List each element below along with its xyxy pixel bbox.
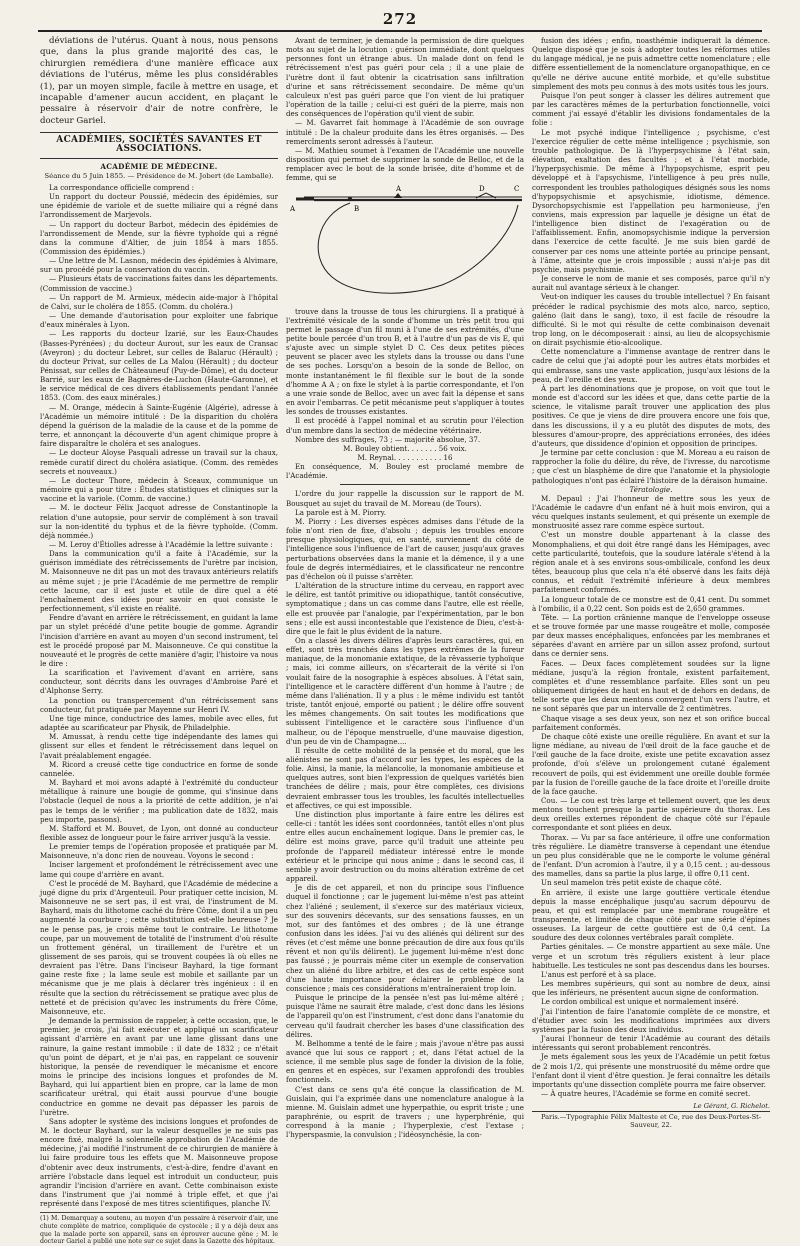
footnote: (1) M. Demarquay a soutenu, au moyen d'un pessaire à réservoir d'air, une chute complète de matrice, compliquée de cystocèle ; il y a déjà deux ans que la malade porte son appareil, sans en éprouver aucune gêne ; M. le docteur Gariel a publié une note sur ce sujet dans la Gazette des hôpitaux. xyxy=(40,1212,278,1245)
paragraph: C'est le procédé de M. Bayhard, que l'Académie de médecine a jugé digne du prix d'Argenteuil. Pour pratiquer cette incision, M. Maisonneuve ne se sert pas, il est vrai, de l'instrument de M. Bayhard, mais du lithotome caché du frère Côme, dont il a un peu augmenté la courbure ; cette substitution est-elle heureuse ? Je ne le pense pas, je crois même tout le contraire. Le lithotome coupe, par un mouvement de totalité de l'instrument d'où résulte un frottement général, un tiraillement de l'urètre et un glissement de ses parois, qui se trouvent coupées là où elles ne devraient pas l'être. Dans l'inciseur Bayhard, la tige formant gaine reste fixe ; la lame seule est mobile et saillante par un mécanisme que je me plais à déclarer très ingénieux : il en résulte que la section du rétrécissement se pratique avec plus de netteté et de précision qu'avec les instruments du frère Côme, Maisonneuve, etc. xyxy=(40,878,278,1016)
paragraph: L'altération de la structure intime du cerveau, en rapport avec le délire, est tantôt primitive ou idiopathique, tantôt consécutive, symptomatique ; dans un cas comme dans l'autre, elle est réelle, elle est prouvée par l'analogie, par l'expérimentation, par le bon sens ; elle est aussi incontestable que l'existence de Dieu, c'est-à-dire que le fait le plus évident de la nature. xyxy=(286,581,524,636)
paragraph: M. Stafford et M. Bouvet, de Lyon, ont donné au conducteur flexible assez de longueur pour le faire arriver jusqu'à la vessie. xyxy=(40,823,278,842)
label-a1: A xyxy=(290,204,296,213)
paragraph: — M. Mathieu soumet à l'examen de l'Académie une nouvelle disposition qui permet de supprimer la sonde de Belloc, et de la remplacer avec le bout de la sonde brisée, dite d'homme et de femme, qui se xyxy=(286,145,524,183)
paragraph: La ponction ou transpercement d'un rétrécissement sans conducteur, fut pratiquée par Mayenne sur Henri IV. xyxy=(40,695,278,714)
paragraph: — M. Orange, médecin à Sainte-Eugénie (Algérie), adresse à l'Académie un mémoire intitulé : De la disparition du choléra dépend la guérison de la maladie de la cause et de la pomme de terre, et annonçant la découverte d'un agent chimique propre à faire disparaître le choléra et ses analogues. xyxy=(40,402,278,449)
printer-line: Paris.—Typographie Félix Malteste et Ce, rue des Deux-Portes-St-Sauveur, 22. xyxy=(532,1111,770,1129)
vote-intro: Nombre des suffrages, 73 ; — majorité absolue, 37. xyxy=(295,434,481,444)
paragraph: — M. Gavarret fait hommage à l'Académie de son ouvrage intitulé : De la chaleur produite dans les êtres organisés. — Des remercîments seront adressés à l'auteur. xyxy=(286,118,524,146)
paragraph: — Plusieurs états de vaccinations faites dans les départements. (Commission de vaccine.) xyxy=(40,274,278,293)
sonde-belloc-illustration xyxy=(286,185,524,305)
vote-row xyxy=(286,453,524,462)
paragraph: Un seul mamelon très petit existe de chaque côté. xyxy=(541,878,722,888)
paragraph: Le premier temps de l'opération proposée et pratiquée par M. Maisonneuve, n'a donc rien de nouveau. Voyons le second : xyxy=(40,842,278,861)
paragraph: M. Depaul : J'ai l'honneur de mettre sous les yeux de l'Académie le cadavre d'un enfant né à huit mois environ, qui a vécu quelques instants seulement, et qui présente un exemple de monstruosité assez rare comme espèce surtout. xyxy=(532,493,770,531)
page-footer xyxy=(532,1102,770,1129)
paragraph: — Un rapport de M. Armieux, médecin aide-major à l'hôpital de Calvi, sur le choléra de 1855. (Comm. du choléra.) xyxy=(40,292,278,311)
paragraph: Je termine par cette conclusion : que M. Moreau a eu raison de rapprocher la folie du délire, du rêve, de l'ivresse, du narcotisme ; que c'est un blasphème de dire que l'anatomie et la physiologie pathologiques n'ont pas éclairé l'histoire de la déraison humaine. xyxy=(532,448,770,485)
paragraph: Je demande la permission de rappeler, à cette occasion, que, le premier, je crois, j'ai fait exécuter et appliqué un scarificateur agissant d'arrière en avant par une lame glissant dans une rainure, la gaine restant immobile : il date de 1832 ; ce n'était qu'un point de départ, et je n'ai pas, en rappelant ce souvenir historique, la pensée de revendiquer le mécanisme et encore moins le principe des incisions longues et profondes de M. Bayhard, qui lui appartient bien en propre, car la lame de mon scarificateur urétral, qui était aussi pourvue d'une bougie conductrice en gomme ne devait pas dépasser les parois de l'urètre. xyxy=(40,1016,278,1117)
label-b: B xyxy=(354,204,360,213)
boule-percee xyxy=(348,196,352,200)
paragraph: — Les rapports du docteur Izarié, sur les Eaux-Chaudes (Basses-Pyrénées) ; du docteur Aurout, sur les eaux de Cransac (Aveyron) ; du docteur Lebret, sur celles de Balaruc (Hérault) ; du docteur Privat, sur celles de La Malou (Hérault) ; du docteur Pénissat, sur celles de Châteauneuf (Puy-de-Dôme), et du docteur Barrié, sur les eaux de Bagnères-de-Luchon (Haute-Garonne), et le service médical de ces divers établissements pendant l'année 1853. (Com. des eaux minérales.) xyxy=(40,329,278,403)
screw-piece xyxy=(394,193,402,198)
vote-row xyxy=(286,444,524,453)
paragraph: Une tige mince, conductrice des lames, mobile avec elles, fut adaptée au scarificateur par Physik, de Philadelphie. xyxy=(40,713,278,733)
paragraph: Une distinction plus importante à faire entre les délires est celle-ci : tantôt les idées sont coordonnées, tantôt elles n'ont plus entre elles aucun enchaînement logique. Dans le premier cas, le délire est moins grave, parce qu'il traduit une atteinte peu profonde de l'appareil médiateur intéressé entre le monde extérieur et le principe qui nous anime ; dans le second cas, il semble y avoir destruction ou du moins altération extrême de cet appareil. xyxy=(286,809,524,884)
paragraph: Fendre d'avant en arrière le rétrécissement, en guidant la lame par un stylet précédé d'une petite bougie de gomme. Agrandir l'incision d'arrière en avant au moyen d'un second instrument, tel est le procédé proposé par M. Maisonneuve. Ce qui constitue la nouveauté et le progrès de cette manière d'agir, l'histoire va nous le dire : xyxy=(40,613,279,668)
paragraph: Parties génitales. — Ce monstre appartient au sexe mâle. Une verge et un scrotum très réguliers existent à leur place habituelle. Les testicules ne sont pas descendus dans les bourses. xyxy=(532,942,770,970)
paragraph: Dans la communication qu'il a faite à l'Académie, sur la guérison immédiate des rétrécissements de l'urètre par incision, M. Maisonneuve ne dit pas un mot des travaux antérieurs relatifs au même sujet ; je prie l'Académie de me permettre de remplir cette lacune, car il est juste et utile de dire quel a été l'enchaînement des idées pour savoir en quoi consiste le perfectionnement, s'il existe en réalité. xyxy=(40,549,278,614)
paragraph: — Le docteur Thore, médecin à Sceaux, communique un mémoire qui a pour titre : Études statistiques et cliniques sur la vaccine et la variole. (Comm. de vaccine.) xyxy=(40,475,278,504)
paragraph: Le mot psyché indique l'intelligence ; psychisme, c'est l'exercice régulier de cette même intelligence ; psychismie, son trouble pathologique. De là l'hyperpsychisme à l'état sain, élévation, exaltation des facultés ; et à l'état morbide, l'hyperpsychismie. De même à l'hypopsychisme, esprit peu développé et à l'apsychisme, l'intelligence à peu près nulle, correspondent les troubles pathologiques désignés sous les noms d'hypopsychismie et apsychismie, idiotisme, démence. Dysorchopsychismie est l'appellation peu harmonieuse, j'en conviens, mais expression par laquelle je désigne un état de l'intelligence bien distinct de l'exagération ou de l'affaiblissement. Enfin, anomopsychismie indique la perversion dans l'exercice de cette faculté. Je me suis bien gardé de conserver par ces noms une atteinte portée au principe pensant, à l'âme, atteinte que je crois impossible ; aussi n'ai-je pas dit psychie, mais psychismie. xyxy=(532,127,770,274)
paragraph: — M. Leroy d'Étiolles adresse à l'Académie la lettre suivante : xyxy=(49,539,273,549)
paragraph: Veut-on indiquer les causes du trouble intellectuel ? En faisant précéder le radical psychismie des mots alco, narco, septico, galéno (lait dans le sang), toxo, il est facile de résoudre la difficulté. Si le mot qui résulte de cette combinaison devenait trop long, on le décomposerait : ainsi, au lieu de alcopsychismie on dirait psychismie étio-alcoolique. xyxy=(532,292,770,348)
paragraph: — À quatre heures, l'Académie se forme en comité secret. xyxy=(541,1088,751,1098)
paragraph: fusion des idées ; enfin, noasthémie indiquerait la démence. Quelque disposé que je sois à adopter toutes les réformes utiles du langage médical, je ne puis admettre cette nomenclature ; elle diffère essentiellement de la nomenclature organopathique, en ce qu'elle ne dérive aucune entité morbide, et qu'elle substitue simplement des mots peu connus à des mots usités tous les jours. xyxy=(532,36,770,91)
paragraph: Sans adopter le système des incisions longues et profondes de M. le docteur Bayhard, sur la valeur desquelles je ne suis pas encore fixé, malgré la solennelle approbation de l'Académie de médecine, j'ai modifié l'instrument de ce chirurgien de manière à lui faire produire tous les effets que M. Maisonneuve propose d'obtenir avec deux instruments, c'est-à-dire, fendre d'avant en arrière l'obstacle dans lequel est introduit un conducteur, puis agrandir l'incision d'arrière en avant. Cette combinaison existe dans l'instrument que j'ai nommé à triple effet, et que j'ai représenté dans l'exposé de mes titres scientifiques, planche IV. xyxy=(40,1116,278,1209)
paragraph: Avant de terminer, je demande la permission de dire quelques mots au sujet de la locution : guérison immédiate, dont quelques personnes font un étrange abus. Un malade dont on fend le rétrécissement n'est pas guéri pour cela ; il a une plaie de l'urètre dont il faut obtenir la cicatrisation sans infiltration d'urine et sans rétrécissement secondaire. De même qu'un calculeux n'est pas guéri parce que l'on vient de lui pratiquer l'opération de la taille ; celui-ci est guéri de la pierre, mais non des conséquences de l'opération qu'il vient de subir. xyxy=(286,36,524,119)
paragraph: Les membres supérieurs, qui sont au nombre de deux, ainsi que les inférieurs, ne présentent aucun signe de conformation. xyxy=(532,979,770,998)
paragraph: trouve dans la trousse de tous les chirurgiens. Il a pratiqué à l'extrémité vésicale de la sonde d'homme un très petit trou qui permet le passage d'un fil muni à l'une de ses extrémités, d'une petite boule percée d'un trou B, et à l'autre d'un pas de vis E, qui s'ajuste avec un simple stylet D C. Ces deux petites pièces peuvent se placer avec les stylets dans la trousse ou dans l'une de ses poches. Lorsqu'on a besoin de la sonde de Belloc, on monte instantanément le fil flexible sur le bout de la sonde d'homme A A ; on fixe le stylet à la partie correspondante, et l'on a une vraie sonde de Belloc, avec un avec fait la dépense et sans en avoir l'embarras. Ce petit mécanisme peut s'appliquer à toutes les sondes de trousses existantes. xyxy=(286,306,524,417)
paragraph: Faces. — Deux faces complètement soudées sur la ligne médiane, jusqu'à la région frontale, existent parfaitement, complètes et d'une ressemblance parfaite. Elles sont un peu obliquement dirigées de haut en haut et de dehors en dedans, de telle sorte que les deux mentons convergent l'un vers l'autre, et ne sont séparés que par un intervalle de 2 centimètres. xyxy=(532,658,770,714)
paragraph: Chaque visage a ses deux yeux, son nez et son orifice buccal parfaitement conformés. xyxy=(532,713,770,732)
paragraph: Je conserve le nom de manie et ses composés, parce qu'il n'y aurait nul avantage sérieux à le changer. xyxy=(532,274,770,293)
paragraph: — Une lettre de M. Lasnon, médecin des épidémies à Alvimare, sur un procédé pour la conservation du vaccin. xyxy=(40,256,278,275)
gerant-signature: Le Gérant, G. Richelot. xyxy=(693,1102,770,1110)
divider xyxy=(340,484,471,485)
page-number: 272 xyxy=(382,10,418,28)
header-rule xyxy=(38,30,762,32)
correspondence-paragraphs xyxy=(40,183,278,1209)
candidate-name: M. Bouley obtient. . . . . . . xyxy=(343,443,437,453)
vote-count: 16 xyxy=(443,453,453,462)
label-d: D xyxy=(479,184,485,193)
column-middle xyxy=(286,36,524,1140)
paragraph: C'est un monstre double appartenant à la classe des Monomphaliens, et qui doit être rangé dans les Hémipages, avec cette particularité, toutefois, que la soudure latérale s'étend à la région anale et à ses environs sous-ombilicale, confond les deux têtes, beaucoup plus que cela n'a été observé dans les faits déjà connus, et réduit l'extrémité inférieure à deux membres parfaitement conformés. xyxy=(532,530,770,595)
paragraph: L'anus est perforé et à sa place. xyxy=(541,969,657,979)
paragraph: On a classé les divers délires d'après leurs caractères, qui, en effet, sont très tranchés dans les types extrêmes de la fureur maniaque, de la monomanie extatique, de la rêvasserie typhoïque ; mais, ici comme ailleurs, on s'écarterait de la vérité si l'on voulait faire de la nosographie à espèces absolues. À l'état sain, l'intelligence et le caractère diffèrent d'un homme à l'autre ; de même dans l'aliénation. Il y a plus : le même individu est tantôt triste, tantôt enjoué, emporté ou patient ; le délire offre souvent les mêmes changements. On sait toutes les modifications que subissent l'intelligence et le caractère sous l'influence d'un malheur, ou de l'époque menstruelle, d'une mauvaise digestion, d'un peu de vin de Champagne.... xyxy=(286,635,524,746)
paragraph: M. Belhomme a tenté de le faire ; mais j'avoue n'être pas aussi avancé que lui sous ce rapport ; et, dans l'état actuel de la science, il me semble plus sage de fonder la division de la folie, en genres et en espèces, sur l'examen approfondi des troubles fonctionnels. xyxy=(286,1038,524,1085)
paragraph: Il résulte de cette mobilité de la pensée et du moral, que les aliénistes ne sont pas d'accord sur les types, les espèces de la folie. Ainsi, la manie, la mélancolie, la monomanie ambitieuse et quelques autres, sont bien l'expression de quelques variétés bien tranchées de délire ; mais, pour être complètes, ces divisions devraient embrasser tous les troubles, les facultés intellectuelles et affectives, ce qui est impossible. xyxy=(286,745,524,810)
paragraph: Inciser largement et profondément le rétrécissement avec une lame qui coupe d'arrière en avant. xyxy=(40,860,278,879)
paragraph: La correspondance officielle comprend : xyxy=(49,182,195,192)
paragraph: Thorax. — Vu par sa face antérieure, il offre une conformation très régulière. Le diamètre transverse à cependant une étendue un peu plus considérable que ne le comporte le volume général de l'enfant. D'un acromion à l'autre, il y a 0,15 cent. ; au-dessous des mamelles, dans sa partie la plus large, il offre 0,11 cent. xyxy=(532,832,770,879)
paragraph: Le cordon ombilical est unique et normalement inséré. xyxy=(541,997,739,1007)
paragraph: M. Ricord a creusé cette tige conductrice en forme de sonde cannelée. xyxy=(40,759,278,778)
paragraph: — Le docteur Aloyse Pasquali adresse un travail sur la chaux, remède curatif direct du choléra asiatique. (Comm. des remèdes secrets et nouveaux.) xyxy=(40,448,278,476)
paragraph: M. Piorry : Les diverses espèces admises dans l'étude de la folie n'ont rien de fixe, d'absolu ; depuis les troubles encore presque physiologiques, qui, en santé, surviennent du côté de l'intelligence sous l'influence de l'art de causer, jusqu'aux graves perturbations observées dans la manie et la démence, il y a une foule de degrés intermédiaires, et le classificateur ne rencontre pas d'échelon où il puisse s'arrêter. xyxy=(286,516,524,581)
paragraph: — M. le docteur Félix Jacquot adresse de Constantinople la relation d'une autopsie, pour servir de complément à son travail sur la non-identité du typhus et de la fièvre typhoïde. (Comm. déjà nommée.) xyxy=(40,503,278,540)
column-left xyxy=(40,36,279,1246)
paragraph: Je dis de cet appareil, et non du principe sous l'influence duquel il fonctionne ; car le jugement lui-même n'est pas atteint chez l'aliéné ; seulement, il s'exerce sur des matériaux vicieux, sur des souvenirs décevants, sur des sensations fausses, en un mot, sur des fantômes et des ombres ; de là une étrange confusion dans les idées. J'ai vu des aliénés qui délirent sur des rêves (et c'est même une bonne précaution de dire aux fous qu'ils rêvent et non qu'ils délirent). Le jugement lui-même n'est donc pas faussé ; je pourrais même citer un exemple de conservation chez un aliéné du libre arbitre, et des cas de cette espèce sont d'une haute importance pour éclairer le problème de la conscience ; mais ces considérations m'entraîneraient trop loin. xyxy=(286,883,524,993)
piorry-discussion xyxy=(286,517,524,1140)
intro-paragraph: déviations de l'utérus. Quant à nous, nous pensons que, dans la plus grande majorité des cas, le chirurgien remédiera d'une manière efficace aux déviations de l'utérus, même les plus considérables (1), par un moyen simple, facile à mettre en usage, et incapable d'amener aucun accident, en plaçant le pessaire à réservoir d'air de notre confrère, le docteur Gariel. xyxy=(40,36,278,126)
paragraph: En arrière, il existe une large gouttière verticale étendue depuis la masse encéphalique jusqu'au sacrum dépourvu de peau, et qui est remplacée par une membrane rougeâtre et transparente, et limitée de chaque côté par une série d'épines osseuses. La largeur de cette gouttière est de 0,4 cent. La soudure des deux colonnes vertébrales paraît complète. xyxy=(532,887,770,943)
paragraph: De chaque côté existe une oreille régulière. En avant et sur la ligne médiane, au niveau de l'œil droit de la face gauche et de l'œil gauche de la face droite, existe une petite excavation assez profonde, d'où s'élève un prolongement cutané également recouvert de poils, qui est évidemment une oreille double formée par la fusion de l'oreille gauche de la face droite et l'oreille droite de la face gauche. xyxy=(532,731,770,796)
paragraphs-before-figure xyxy=(286,36,524,183)
label-a2: A xyxy=(396,184,402,193)
paragraph: — Une demande d'autorisation pour exploiter une fabrique d'eaux minérales à Lyon. xyxy=(40,311,278,330)
paragraphs-after-figure xyxy=(286,307,524,435)
vote-result: En conséquence, M. Bouley est proclamé membre de l'Académie. xyxy=(286,462,524,481)
paragraph: M. Amussat, à rendu cette tige indépendante des lames qui glissent sur elles et fendent le rétrécissement dans lequel on l'avait préalablement engagée. xyxy=(40,732,278,760)
teratologie-heading: Tératologie. xyxy=(629,484,673,494)
paragraph: Un rapport du docteur Poussié, médecin des épidémies, sur une épidémie de variole et de suette miliaire qui a régné dans l'arrondissement de Marjevols. xyxy=(40,192,278,220)
column-right xyxy=(532,36,770,1100)
paragraph: — Un rapport du docteur Barbot, médecin des épidémies de l'arrondissement de Mende, sur la fièvre typhoïde qui a régné dans la commune d'Altier, de juin 1854 à mars 1855. (Commission des épidémies.) xyxy=(40,219,278,256)
paragraph: M. Bayhard et moi avons adapté à l'extrémité du conducteur métallique à rainure une bougie de gomme, qui s'insinue dans l'obstacle (lequel de nous a la priorité de cette addition, je n'ai pas le temps de le vérifier ; ma publication date de 1832, mais peu importe, passons). xyxy=(40,778,278,824)
academy-title: ACADÉMIE DE MÉDECINE. xyxy=(100,161,218,171)
paragraph: Cette nomenclature a l'immense avantage de rentrer dans le cadre de celui que j'ai adopté pour les autres états morbides et qui embrasse, sans une vaste application, jusqu'aux lésions de la peau, de l'oreille et des yeux. xyxy=(532,347,770,384)
paragraph: Tête. — La portion crânienne manque de l'enveloppe osseuse et se trouve formée par une masse rougeâtre et molle, composée par deux masses encéphaliques, enfoncées par les membranes et séparées d'avant en arrière par un sillon assez profond, surtout dans ce dernier sens. xyxy=(532,612,770,659)
depaul-report xyxy=(532,494,770,1098)
piorry-conclusion xyxy=(532,36,770,485)
vote-count: 56 voix. xyxy=(438,443,467,453)
paragraph: Puisque le principe de la pensée n'est pas lui-même altéré ; puisque l'âme ne saurait être malade, c'est donc dans les lésions de l'appareil qu'on est l'instrument, c'est donc dans l'anatomie du cerveau qu'il faudrait chercher les bases d'une classification des délires. xyxy=(286,993,524,1039)
paragraph: J'ai l'intention de faire l'anatomie complète de ce monstre, et d'étudier avec soin les modifications imprimées aux divers systèmes par la fusion des deux individus. xyxy=(532,1006,770,1034)
paragraph: J'aurai l'honneur de tenir l'Académie au courant des détails intéressants qui seront probablement rencontrés. xyxy=(532,1034,770,1053)
vote-results xyxy=(286,444,524,462)
candidate-name: M. Reynal. . . . . . . . . . . xyxy=(357,453,442,462)
paragraph: La longueur totale de ce monstre est de 0,41 cent. Du sommet à l'ombilic, il a 0,22 cent. Son poids est de 2,650 grammes. xyxy=(532,594,770,613)
order-of-day: L'ordre du jour rappelle la discussion sur le rapport de M. Bousquet au sujet du travail de M. Moreau (de Tours). xyxy=(286,489,524,508)
label-c: C xyxy=(514,184,520,193)
fil-flexible xyxy=(318,203,518,293)
paragraph: Puisque l'on peut songer à classer les délires autrement que par les caractères mêmes de la perturbation fonctionnelle, voici comment j'ai essayé d'établir les divisions fondamentales de la folie : xyxy=(532,90,770,128)
parole: La parole est à M. Piorry. xyxy=(295,507,386,517)
paragraph: La scarification et l'avivement d'avant en arrière, sans conducteur, sont décrits dans les ouvrages d'Ambroise Paré et d'Alphonse Serry. xyxy=(40,668,278,696)
paragraph: Cou. — Le cou est très large et tellement ouvert, que les deux mentons touchent presque la partie supérieure du thorax. Les deux oreilles externes répondent de chaque côté sur l'épaule correspondante et sont pliées en deux. xyxy=(532,795,770,833)
paragraph: Je mets également sous les yeux de l'Académie un petit fœtus de 2 mois 1/2, qui présente une monstruosité du même ordre que l'enfant dont il vient d'être question. Je ferai connaître les détails importants qu'une dissection complète pourra me faire observer. xyxy=(532,1052,770,1089)
paragraph: C'est dans ce sens qu'a été conçue la classification de M. Guislain, qui l'a exprimée dans une nomenclature analogue à la mienne. M. Guislain admet une hyperpathie, ou esprit triste ; une paraphrénie, ou esprit de travers ; une hyperphrénie, qui correspond à la manie ; l'hyperplexie, c'est l'extase ; l'hyperspasmie, la convulsion ; l'idéosynchésie, la con- xyxy=(286,1084,524,1140)
session-line: Séance du 5 Juin 1855. — Présidence de M. Jobert (de Lamballe). xyxy=(44,171,274,180)
paragraph: Il est procédé à l'appel nominal et au scrutin pour l'élection d'un membre dans la section de médecine vétérinaire. xyxy=(286,416,524,435)
section-title: ACADÉMIES, SOCIÉTÉS SAVANTES ET ASSOCIATIONS. xyxy=(40,132,278,158)
paragraph: À part les dénominations que je propose, on voit que tout le monde est d'accord sur les idées et que, dans cette partie de la science, le vitalisme paraît trouver une application des plus positives. Ce que je viens de dire prouvera encore une fois que, dans les discussions, il y a eu plutôt des disputes de mots, des blessures d'amour-propre, des appréciations erronées, des idées d'auteurs, que dissidence d'opinion et opposition de principes. xyxy=(532,383,770,448)
